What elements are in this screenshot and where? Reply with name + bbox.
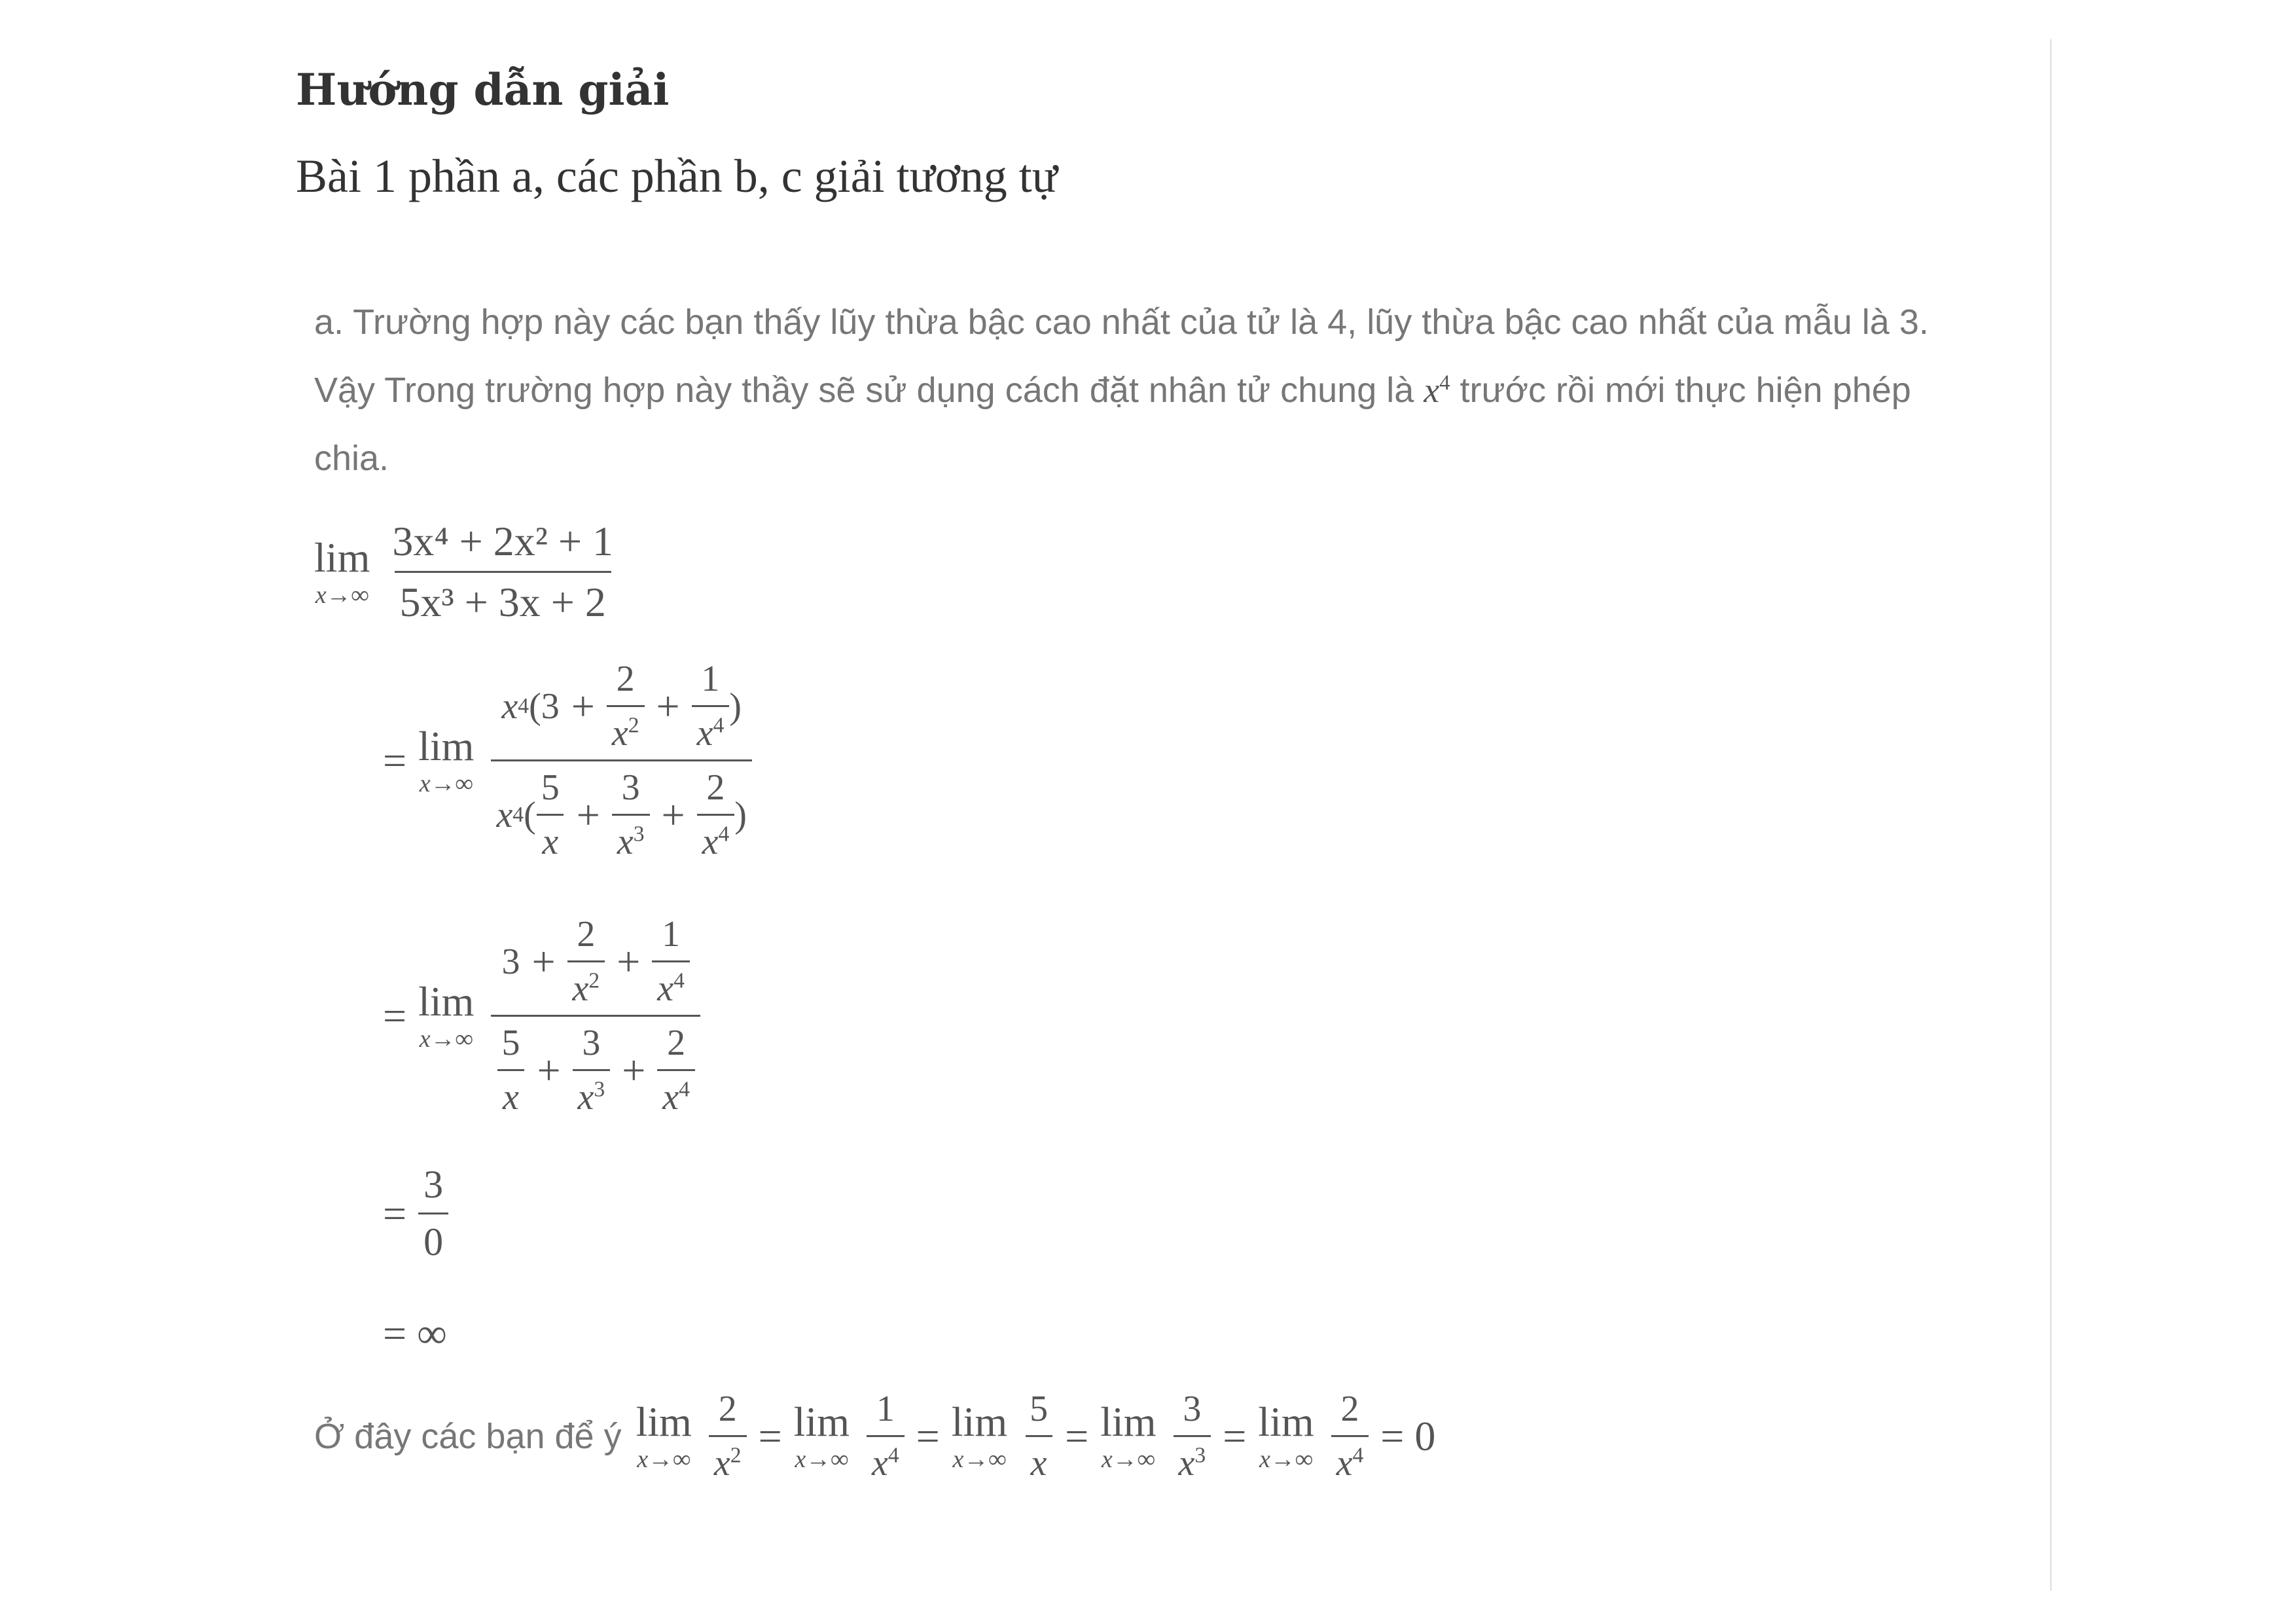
- numerator: 3x⁴ + 2x² + 1: [392, 518, 614, 564]
- denominator: $\frac{5}{x}$ + $\frac{3}{x^3}$ + $\frac{2}{x^4}$: [491, 1015, 700, 1118]
- equals-sign: =: [383, 1190, 407, 1237]
- note-text: Ở đây các bạn để ý: [314, 1416, 622, 1456]
- limit-operator: lim x→∞: [418, 977, 475, 1053]
- note-line: [314, 1388, 1435, 1484]
- solution-heading: Hướng dẫn giải: [296, 64, 670, 115]
- final-result: = ∞: [383, 1310, 447, 1357]
- note-limits: lim x→∞ $\frac{2}{x^2}$ = lim x→∞ $\frac{1}{x^4}$ = lim x→∞ $\frac{5}{x}$ = lim x→∞ $\frac{3}{x^3}$ = lim x→∞ $\frac{2}{x^4}$ = 0: [636, 1389, 1436, 1484]
- intro-exp: 4: [1439, 371, 1450, 395]
- right-divider: [2050, 39, 2052, 1591]
- fraction: [387, 517, 619, 627]
- limit-operator: lim x→∞: [418, 722, 475, 797]
- fraction: [491, 913, 700, 1118]
- result-fraction: $\frac{3}{0}$: [418, 1162, 448, 1265]
- limit-expression-1: [314, 517, 619, 627]
- limit-operator: lim x→∞: [314, 534, 370, 609]
- result-fraction-row: [383, 1162, 448, 1265]
- limit-expression-2: [383, 658, 752, 863]
- intro-text-2: trước rồi mới thực hiện phép chia.: [314, 371, 1911, 478]
- solution-subheading: Bài 1 phần a, các phần b, c giải tương tự: [296, 150, 1058, 202]
- numerator: 3 + $\frac{2}{x^2}$ + $\frac{1}{x^4}$: [496, 913, 695, 1015]
- equals-sign: =: [383, 737, 407, 784]
- fraction: [491, 658, 751, 863]
- intro-paragraph: [314, 288, 1964, 492]
- denominator: x 4 ( $\frac{5}{x}$ + $\frac{3}{x^3}$ + $\frac{2}{x^4}$ ): [491, 759, 751, 863]
- numerator: x 4 (3 + $\frac{2}{x^2}$ + $\frac{1}{x^4}$ ): [501, 659, 742, 754]
- intro-var: x: [1424, 371, 1440, 410]
- denominator: 5x³ + 3x + 2: [395, 571, 611, 627]
- limit-expression-3: [383, 913, 700, 1118]
- equals-sign: =: [383, 992, 407, 1039]
- intro-text-1: a. Trường hợp này các bạn thấy lũy thừa bậc cao nhất của tử là 4, lũy thừa bậc cao nhất của mẫu là 3. Vậy Trong trường hợp này thầy sẽ sử dụng cách đặt nhân tử chung là: [314, 302, 1929, 410]
